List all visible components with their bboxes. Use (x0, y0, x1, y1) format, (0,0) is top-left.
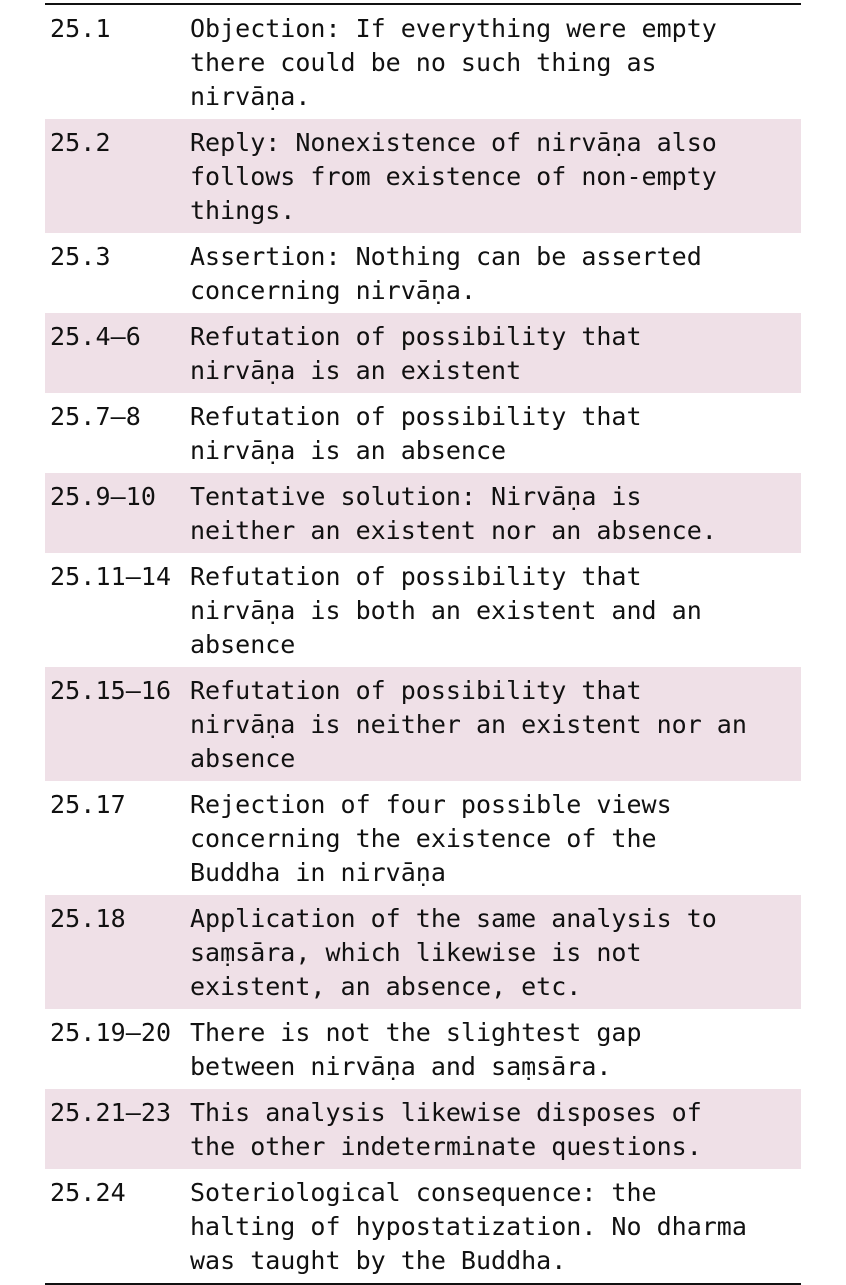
verse-number: 25.24 (50, 1178, 126, 1207)
table-row (45, 553, 801, 667)
verse-number: 25.4–6 (50, 322, 141, 351)
verse-number: 25.2 (50, 128, 111, 157)
table-row (45, 1009, 801, 1089)
verse-summary: Application of the same analysis to saṃsāra, which likewise is not existent, an absence, etc. (190, 904, 717, 1001)
table-row (45, 895, 801, 1009)
table-row (45, 233, 801, 313)
table-row (45, 1089, 801, 1169)
verse-summary: This analysis likewise disposes of the other indeterminate questions. (190, 1098, 702, 1161)
verse-summary: Refutation of possibility that nirvāṇa is both an existent and an absence (190, 562, 702, 659)
verse-summary: Objection: If everything were empty there could be no such thing as nirvāṇa. (190, 14, 717, 111)
verse-summary: Refutation of possibility that nirvāṇa is an existent (190, 322, 642, 385)
table-row (45, 473, 801, 553)
verse-summary: Soteriological consequence: the halting of hypostatization. No dharma was taught by the Buddha. (190, 1178, 747, 1275)
table-row (45, 667, 801, 781)
verse-number: 25.7–8 (50, 402, 141, 431)
verse-summary: Refutation of possibility that nirvāṇa is an absence (190, 402, 642, 465)
table-row (45, 781, 801, 895)
verse-number: 25.9–10 (50, 482, 157, 511)
verse-number: 25.17 (50, 790, 126, 819)
verse-number: 25.3 (50, 242, 111, 271)
verse-summary: Assertion: Nothing can be asserted concerning nirvāṇa. (190, 242, 702, 305)
outline-table (45, 3, 801, 1285)
table-row (45, 119, 801, 233)
verse-number: 25.19–20 (50, 1018, 172, 1047)
verse-number: 25.1 (50, 14, 111, 43)
table-row (45, 393, 801, 473)
verse-number: 25.21–23 (50, 1098, 172, 1127)
table-row (45, 1169, 801, 1283)
verse-summary: Tentative solution: Nirvāṇa is neither an existent nor an absence. (190, 482, 717, 545)
table-row (45, 313, 801, 393)
verse-summary: Reply: Nonexistence of nirvāṇa also follows from existence of non-empty things. (190, 128, 717, 225)
verse-number: 25.18 (50, 904, 126, 933)
verse-number: 25.15–16 (50, 676, 172, 705)
verse-summary: There is not the slightest gap between nirvāṇa and saṃsāra. (190, 1018, 642, 1081)
verse-summary: Refutation of possibility that nirvāṇa is neither an existent nor an absence (190, 676, 747, 773)
table-row (45, 5, 801, 119)
verse-summary: Rejection of four possible views concerning the existence of the Buddha in nirvāṇa (190, 790, 672, 887)
verse-number: 25.11–14 (50, 562, 172, 591)
